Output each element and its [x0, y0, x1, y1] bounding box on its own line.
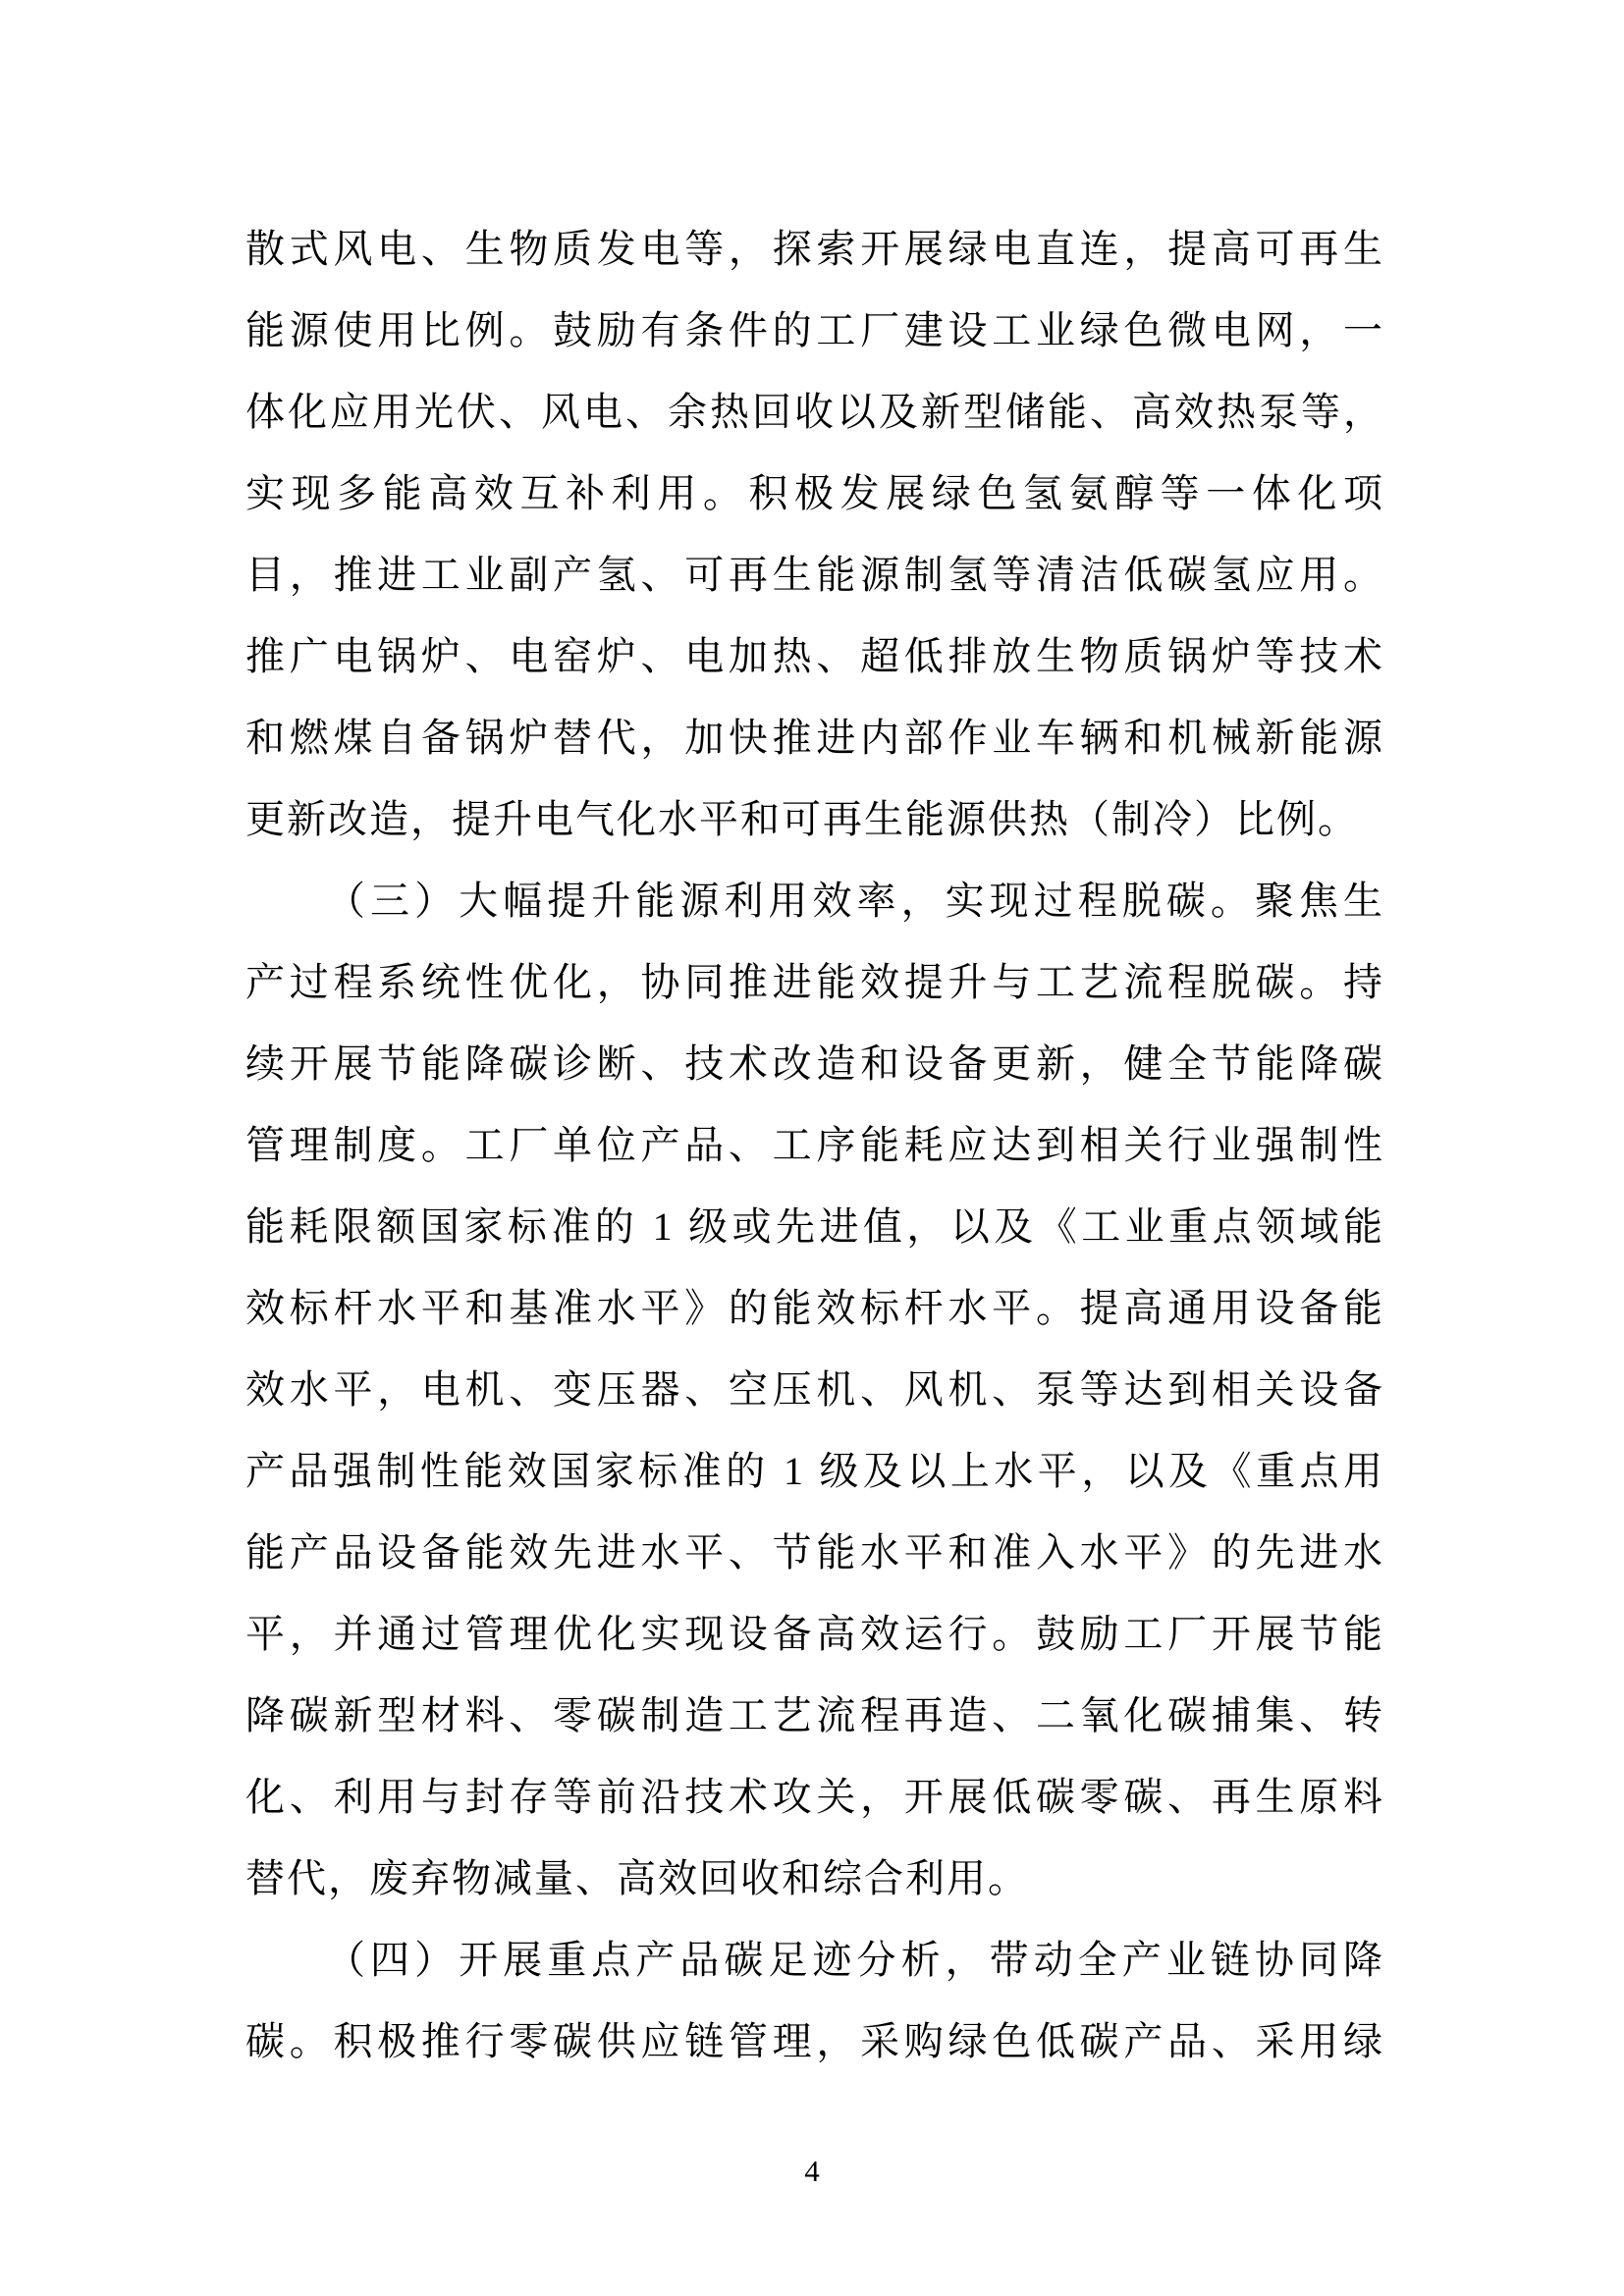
- text-line: 推广电锅炉、电窑炉、电加热、超低排放生物质锅炉等技术: [245, 634, 1384, 678]
- text-line: 散式风电、生物质发电等，探索开展绿电直连，提高可再生: [245, 227, 1384, 271]
- text-line: 续开展节能降碳诊断、技术改造和设备更新，健全节能降碳: [245, 1041, 1384, 1086]
- text-line: 效水平，电机、变压器、空压机、风机、泵等达到相关设备: [245, 1367, 1384, 1412]
- text-line: 碳。积极推行零碳供应链管理，采购绿色低碳产品、采用绿: [245, 2019, 1384, 2063]
- text-line: 能源使用比例。鼓励有条件的工厂建设工业绿色微电网，一: [245, 308, 1384, 352]
- text-line: 更新改造，提升电气化水平和可再生能源供热（制冷）比例。: [245, 797, 1359, 841]
- text-line: （四）开展重点产品碳足迹分析，带动全产业链协同降: [326, 1938, 1384, 1982]
- text-line: 管理制度。工厂单位产品、工序能耗应达到相关行业强制性: [245, 1123, 1384, 1167]
- text-line: 效标杆水平和基准水平》的能效标杆水平。提高通用设备能: [245, 1286, 1384, 1330]
- text-line: 降碳新型材料、零碳制造工艺流程再造、二氧化碳捕集、转: [245, 1693, 1384, 1737]
- page-number: 4: [804, 2154, 820, 2188]
- text-line: 能耗限额国家标准的 1 级或先进值，以及《工业重点领域能: [245, 1204, 1384, 1249]
- text-line: 产过程系统性优化，协同推进能效提升与工艺流程脱碳。持: [245, 960, 1384, 1004]
- document-body: [245, 208, 1384, 2082]
- text-line: 和燃煤自备锅炉替代，加快推进内部作业车辆和机械新能源: [245, 716, 1384, 760]
- text-line: （三）大幅提升能源利用效率，实现过程脱碳。聚焦生: [326, 879, 1384, 923]
- text-line: 平，并通过管理优化实现设备高效运行。鼓励工厂开展节能: [245, 1612, 1384, 1656]
- text-line: 能产品设备能效先进水平、节能水平和准入水平》的先进水: [245, 1530, 1384, 1575]
- text-line: 体化应用光伏、风电、余热回收以及新型储能、高效热泵等，: [245, 390, 1384, 434]
- text-line: 化、利用与封存等前沿技术攻关，开展低碳零碳、再生原料: [245, 1775, 1384, 1819]
- text-line: 目，推进工业副产氢、可再生能源制氢等清洁低碳氢应用。: [245, 553, 1384, 597]
- text-line: 实现多能高效互补利用。积极发展绿色氢氨醇等一体化项: [245, 471, 1384, 515]
- text-line: 产品强制性能效国家标准的 1 级及以上水平，以及《重点用: [245, 1449, 1384, 1493]
- text-line: 替代，废弃物减量、高效回收和综合利用。: [245, 1856, 1029, 1900]
